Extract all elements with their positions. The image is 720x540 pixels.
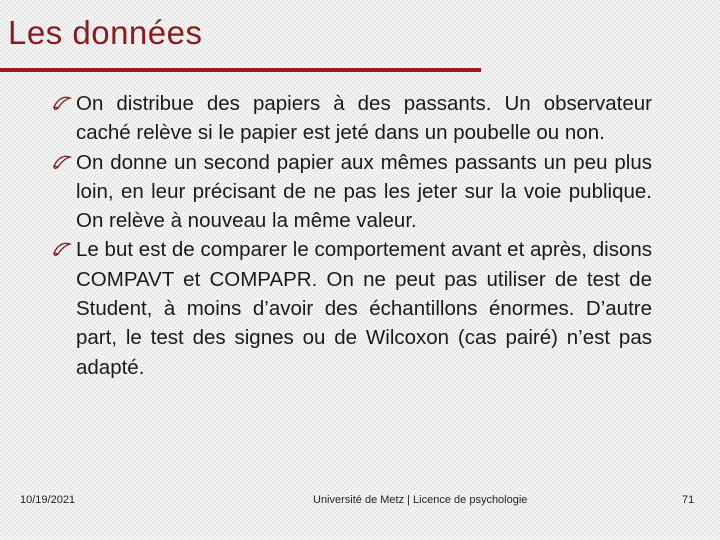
- footer-center-text: Université de Metz | Licence de psychologie: [313, 494, 528, 506]
- title-underline: [0, 68, 481, 72]
- bullet-list: [76, 89, 652, 382]
- bullet-text: On distribue des papiers à des passants. Un observateur caché relève si le papier est jeté dans un poubelle ou non.: [76, 92, 652, 145]
- scroll-bullet-icon: [52, 154, 72, 170]
- bullet-text: Le but est de comparer le comportement avant et après, disons COMPAVT et COMPAPR. On ne peut pas utiliser de test de Student, à moins d’avoir des échantillons énormes. D’autre part, le test des signes ou de Wilcoxon (cas pairé) n’est pas adapté.: [76, 238, 652, 379]
- bullet-text: On donne un second papier aux mêmes passants un peu plus loin, en leur précisant de ne pas les jeter sur la voie publique. On relève à nouveau la même valeur.: [76, 150, 652, 233]
- bullet-item: [76, 148, 652, 236]
- footer-page-number: 71: [682, 494, 695, 506]
- bullet-item: [76, 89, 652, 148]
- bullet-item: [76, 235, 652, 381]
- scroll-bullet-icon: [52, 241, 72, 257]
- slide-title: Les données: [8, 14, 203, 51]
- footer-date: 10/19/2021: [20, 494, 76, 506]
- scroll-bullet-icon: [52, 95, 72, 111]
